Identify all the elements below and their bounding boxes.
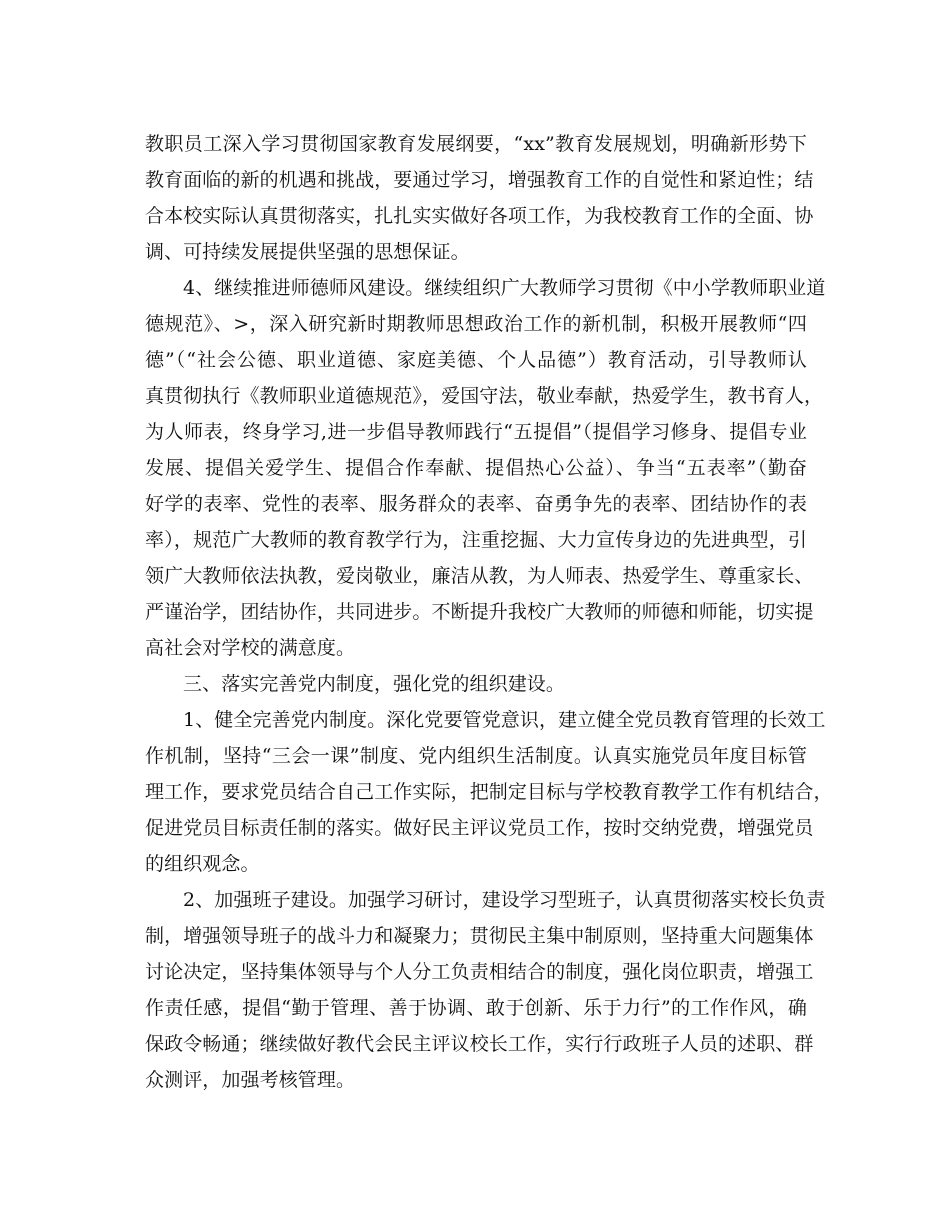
- text-line: 讨论决定，坚持集体领导与个人分工负责相结合的制度，强化岗位职责，增强工: [145, 961, 814, 983]
- text-line: 高社会对学校的满意度。: [145, 637, 356, 659]
- text-line: 作责任感，提倡“勤于管理、善于协调、敢于创新、乐于力行”的工作作风，确: [145, 997, 807, 1019]
- text-line: 德规范》、>，深入研究新时期教师思想政治工作的新机制，积极开展教师“四: [145, 313, 807, 335]
- text-line: 众测评，加强考核管理。: [145, 1069, 356, 1091]
- text-line: 为人师表，终身学习,进一步倡导教师践行“五提倡”（提倡学习修身、提倡专业: [145, 421, 807, 443]
- text-line: 的组织观念。: [145, 853, 260, 875]
- text-line: 率），规范广大教师的教育教学行为，注重挖掘、大力宣传身边的先进典型，引: [145, 529, 807, 551]
- text-line: 制，增强领导班子的战斗力和凝聚力；贯彻民主集中制原则，坚持重大问题集体: [145, 925, 814, 947]
- text-line: 领广大教师依法执教，爱岗敬业，廉洁从教，为人师表、热爱学生、尊重家长、: [145, 565, 814, 587]
- text-line: 调、可持续发展提供坚强的思想保证。: [145, 241, 470, 263]
- document-page: [145, 126, 833, 1098]
- section-heading: [145, 666, 807, 702]
- paragraph-2: [145, 270, 826, 666]
- text-line: 1、健全完善党内制度。深化党要管党意识，建立健全党员教育管理的长效工: [183, 709, 826, 731]
- text-line: 合本校实际认真贯彻落实，扎扎实实做好各项工作，为我校教育工作的全面、协: [145, 205, 814, 227]
- paragraph-3: [145, 702, 833, 882]
- paragraph-4: [145, 882, 826, 1098]
- text-line: 作机制，坚持“三会一课”制度、党内组织生活制度。认真实施党员年度目标管: [145, 745, 807, 767]
- text-line: 理工作，要求党员结合自己工作实际，把制定目标与学校教育教学工作有机结合，: [145, 781, 833, 803]
- text-line: 教育面临的新的机遇和挑战，要通过学习，增强教育工作的自觉性和紧迫性；结: [145, 169, 814, 191]
- text-line: 2、加强班子建设。加强学习研讨，建设学习型班子，认真贯彻落实校长负责: [183, 889, 826, 911]
- text-line: 三、落实完善党内制度，强化党的组织建设。: [183, 673, 566, 695]
- text-line: 促进党员目标责任制的落实。做好民主评议党员工作，按时交纳党费，增强党员: [145, 817, 814, 839]
- text-line: 德”（“社会公德、职业道德、家庭美德、个人品德”）教育活动，引导教师认: [145, 349, 807, 371]
- text-line: 教职员工深入学习贯彻国家教育发展纲要，“xx”教育发展规划，明确新形势下: [145, 133, 807, 155]
- text-line: 4、继续推进师德师风建设。继续组织广大教师学习贯彻《中小学教师职业道: [183, 277, 826, 299]
- text-line: 保政令畅通；继续做好教代会民主评议校长工作，实行行政班子人员的述职、群: [145, 1033, 814, 1055]
- paragraph-1: [145, 126, 814, 270]
- text-line: 严谨治学，团结协作，共同进步。不断提升我校广大教师的师德和师能，切实提: [145, 601, 814, 623]
- text-line: 真贯彻执行《教师职业道德规范》，爱国守法，敬业奉献，热爱学生，教书育人，: [145, 385, 824, 407]
- text-line: 好学的表率、党性的表率、服务群众的表率、奋勇争先的表率、团结协作的表: [145, 493, 807, 515]
- text-line: 发展、提倡关爱学生、提倡合作奉献、提倡热心公益）、争当“五表率”（勤奋: [145, 457, 807, 479]
